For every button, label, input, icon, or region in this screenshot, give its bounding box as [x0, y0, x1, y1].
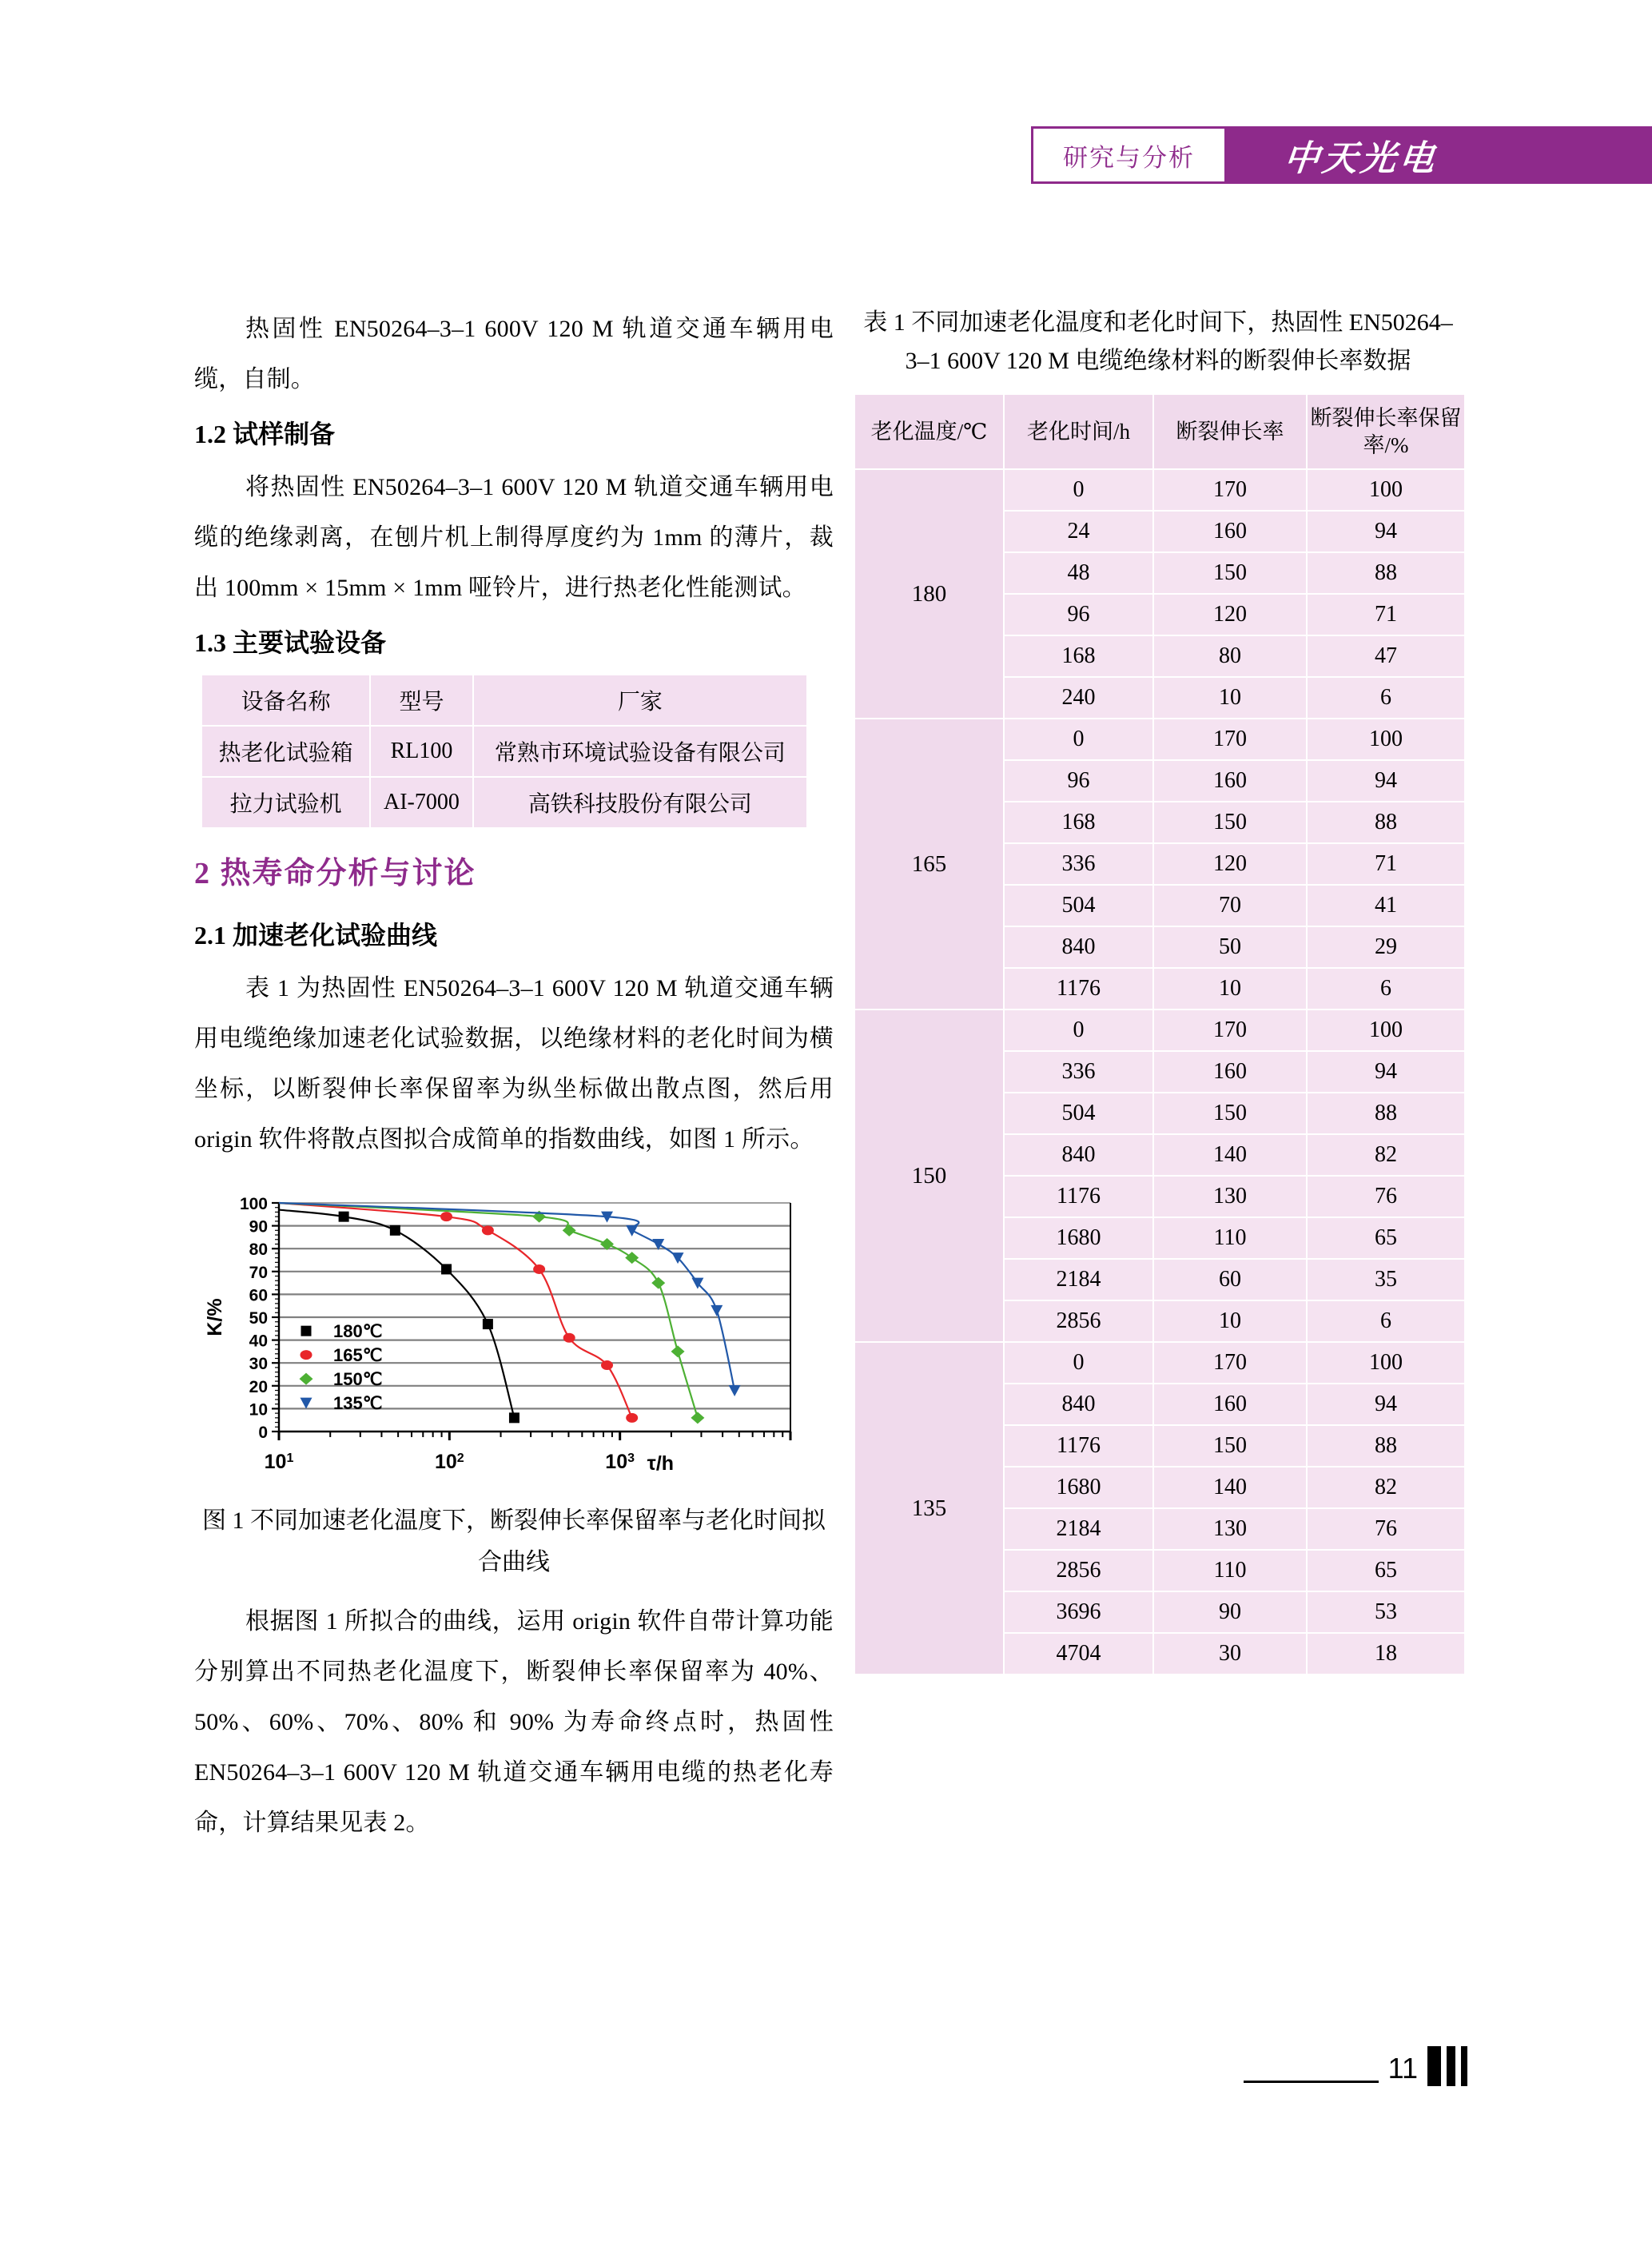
- cell-elongation: 80: [1154, 636, 1306, 676]
- table-row: [855, 1010, 1464, 1050]
- cell-elongation: 130: [1154, 1177, 1306, 1217]
- cell-elongation: 160: [1154, 761, 1306, 801]
- cell-elongation: 150: [1154, 553, 1306, 593]
- cell-aging-time: 96: [1005, 761, 1152, 801]
- footer-bar-1: [1427, 2046, 1441, 2086]
- table-row: [855, 719, 1464, 759]
- cell-elongation: 90: [1154, 1592, 1306, 1632]
- svg-text:30: 30: [249, 1355, 268, 1374]
- cell-aging-time: 1176: [1005, 969, 1152, 1009]
- cell-aging-time: 2856: [1005, 1301, 1152, 1341]
- col-header-elongation: 断裂伸长率: [1154, 395, 1306, 468]
- cell-aging-time: 0: [1005, 1343, 1152, 1383]
- svg-text:101: $10^1$: [264, 1451, 294, 1473]
- figure-1-caption: 图 1 不同加速老化温度下，断裂伸长率保留率与老化时间拟合曲线: [202, 1507, 826, 1575]
- table-row: [202, 727, 806, 776]
- heading-section-2: 2 热寿命分析与讨论: [194, 857, 476, 890]
- svg-text:70: 70: [249, 1263, 268, 1282]
- cell-retention: 71: [1308, 595, 1464, 635]
- cell-retention: 65: [1308, 1551, 1464, 1591]
- svg-text:40: 40: [249, 1332, 268, 1351]
- footer-bars-decoration: [1427, 2046, 1467, 2086]
- col-header-temperature: 老化温度/℃: [855, 395, 1003, 468]
- svg-text:τ/h: τ/h: [647, 1452, 675, 1475]
- cell-aging-time: 840: [1005, 1384, 1152, 1424]
- svg-text:K/%: K/%: [204, 1298, 226, 1336]
- svg-text:103: $10^3$: [605, 1451, 635, 1473]
- equipment-header-name: 设备名称: [202, 675, 369, 725]
- header-brand-logo: 中天光电: [1281, 139, 1440, 178]
- cell-aging-time: 2184: [1005, 1260, 1152, 1300]
- cell-retention: 35: [1308, 1260, 1464, 1300]
- cell-aging-time: 96: [1005, 595, 1152, 635]
- paragraph-lifetime-calc: 根据图 1 所拟合的曲线，运用 origin 软件自带计算功能分别算出不同热老化温度下，断裂伸长率保留率为 40%、50%、60%、70%、80% 和 90% 为寿命终点时，热固性 EN50264–3–1 600V 120 M 轨道交通车辆用电缆的热老化寿命，计算结果见表 2。: [194, 1608, 834, 1836]
- cell-aging-time: 1680: [1005, 1467, 1152, 1507]
- footer-bar-3: [1461, 2046, 1467, 2086]
- cell-retention: 94: [1308, 1384, 1464, 1424]
- cell-aging-temperature: 150: [855, 1010, 1003, 1341]
- cell-elongation: 170: [1154, 719, 1306, 759]
- svg-text:150℃: 150℃: [333, 1369, 383, 1390]
- cell-elongation: 70: [1154, 886, 1306, 926]
- cell-elongation: 150: [1154, 802, 1306, 842]
- header-brand-bar: [1227, 126, 1652, 184]
- cell-retention: 76: [1308, 1177, 1464, 1217]
- equipment-cell-manufacturer: 高铁科技股份有限公司: [474, 778, 806, 827]
- cell-aging-time: 840: [1005, 1135, 1152, 1175]
- cell-aging-time: 840: [1005, 927, 1152, 967]
- paragraph-sample-prep: 将热固性 EN50264–3–1 600V 120 M 轨道交通车辆用电缆的绝缘剥离，在刨片机上制得厚度约为 1mm 的薄片，裁出 100mm × 15mm × 1mm 哑铃片，进行热老化性能测试。: [194, 474, 834, 601]
- cell-aging-time: 1176: [1005, 1426, 1152, 1466]
- equipment-header-manufacturer: 厂家: [474, 675, 806, 725]
- cell-elongation: 160: [1154, 1384, 1306, 1424]
- cell-elongation: 30: [1154, 1634, 1306, 1674]
- cell-aging-time: 3696: [1005, 1592, 1152, 1632]
- cell-elongation: 110: [1154, 1551, 1306, 1591]
- cell-elongation: 10: [1154, 1301, 1306, 1341]
- cell-retention: 6: [1308, 1301, 1464, 1341]
- cell-retention: 53: [1308, 1592, 1464, 1632]
- aging-data-table: [854, 393, 1466, 1675]
- cell-retention: 6: [1308, 969, 1464, 1009]
- cell-aging-temperature: 180: [855, 470, 1003, 718]
- cell-elongation: 170: [1154, 470, 1306, 510]
- col-header-time: 老化时间/h: [1005, 395, 1152, 468]
- page-number: 11: [1387, 2052, 1418, 2085]
- cell-elongation: 140: [1154, 1135, 1306, 1175]
- cell-aging-temperature: 165: [855, 719, 1003, 1009]
- cell-elongation: 120: [1154, 595, 1306, 635]
- cell-aging-time: 0: [1005, 470, 1152, 510]
- equipment-cell-model: RL100: [371, 727, 472, 776]
- cell-aging-time: 1680: [1005, 1218, 1152, 1258]
- svg-text:165℃: 165℃: [333, 1345, 383, 1366]
- svg-text:60: 60: [249, 1286, 268, 1305]
- cell-aging-time: 1176: [1005, 1177, 1152, 1217]
- page-footer: [1244, 2046, 1467, 2086]
- cell-aging-time: 0: [1005, 719, 1152, 759]
- table-1-caption: 表 1 不同加速老化温度和老化时间下，热固性 EN50264–3–1 600V 120 M 电缆绝缘材料的断裂伸长率数据: [863, 309, 1453, 374]
- cell-retention: 41: [1308, 886, 1464, 926]
- equipment-cell-name: 拉力试验机: [202, 778, 369, 827]
- cell-retention: 82: [1308, 1135, 1464, 1175]
- heading-2-1: 2.1 加速老化试验曲线: [194, 921, 438, 950]
- cell-retention: 47: [1308, 636, 1464, 676]
- cell-retention: 82: [1308, 1467, 1464, 1507]
- table-row: [855, 1343, 1464, 1383]
- cell-aging-time: 168: [1005, 802, 1152, 842]
- page-header-banner: [1031, 126, 1652, 184]
- cell-retention: 29: [1308, 927, 1464, 967]
- cell-elongation: 10: [1154, 969, 1306, 1009]
- heading-1-3: 1.3 主要试验设备: [194, 628, 387, 657]
- svg-text:90: 90: [249, 1217, 268, 1236]
- svg-text:80: 80: [249, 1240, 268, 1260]
- cell-elongation: 60: [1154, 1260, 1306, 1300]
- cell-elongation: 160: [1154, 512, 1306, 552]
- cell-elongation: 170: [1154, 1010, 1306, 1050]
- left-column: [194, 304, 834, 1850]
- equipment-table: [201, 674, 808, 829]
- svg-text:102: $10^2$: [434, 1451, 464, 1473]
- aging-curves-chart: [202, 1182, 810, 1486]
- right-column: [854, 304, 1463, 1675]
- equipment-cell-name: 热老化试验箱: [202, 727, 369, 776]
- svg-text:180℃: 180℃: [333, 1321, 383, 1342]
- cell-elongation: 50: [1154, 927, 1306, 967]
- cell-aging-time: 240: [1005, 678, 1152, 718]
- cell-elongation: 150: [1154, 1426, 1306, 1466]
- svg-text:135℃: 135℃: [333, 1393, 383, 1414]
- paragraph-intro: 热固性 EN50264–3–1 600V 120 M 轨道交通车辆用电缆，自制。: [194, 316, 834, 392]
- table-row: [855, 470, 1464, 510]
- cell-retention: 94: [1308, 512, 1464, 552]
- table-row: [202, 778, 806, 827]
- equipment-header-model: 型号: [371, 675, 472, 725]
- equipment-cell-model: AI-7000: [371, 778, 472, 827]
- cell-elongation: 130: [1154, 1509, 1306, 1549]
- header-section-tag: 研究与分析: [1031, 126, 1227, 184]
- cell-retention: 94: [1308, 761, 1464, 801]
- table-header-row: [855, 395, 1464, 468]
- cell-retention: 71: [1308, 844, 1464, 884]
- equipment-cell-manufacturer: 常熟市环境试验设备有限公司: [474, 727, 806, 776]
- heading-1-2: 1.2 试样制备: [194, 420, 336, 448]
- figure-1: [202, 1182, 810, 1486]
- cell-aging-time: 48: [1005, 553, 1152, 593]
- cell-retention: 88: [1308, 553, 1464, 593]
- cell-retention: 100: [1308, 470, 1464, 510]
- svg-text:100: 100: [239, 1195, 268, 1213]
- cell-retention: 18: [1308, 1634, 1464, 1674]
- cell-aging-time: 4704: [1005, 1634, 1152, 1674]
- cell-retention: 100: [1308, 719, 1464, 759]
- aging-data-table-body: [855, 470, 1464, 1674]
- cell-aging-time: 504: [1005, 1093, 1152, 1133]
- cell-aging-time: 168: [1005, 636, 1152, 676]
- cell-retention: 100: [1308, 1010, 1464, 1050]
- cell-aging-time: 336: [1005, 1052, 1152, 1092]
- cell-retention: 94: [1308, 1052, 1464, 1092]
- paragraph-aging-curve: 表 1 为热固性 EN50264–3–1 600V 120 M 轨道交通车辆用电缆绝缘加速老化试验数据，以绝缘材料的老化时间为横坐标，以断裂伸长率保留率为纵坐标做出散点图，然后用 origin 软件将散点图拟合成简单的指数曲线，如图 1 所示。: [194, 975, 834, 1153]
- cell-retention: 88: [1308, 802, 1464, 842]
- cell-elongation: 110: [1154, 1218, 1306, 1258]
- cell-aging-time: 504: [1005, 886, 1152, 926]
- cell-retention: 88: [1308, 1093, 1464, 1133]
- svg-text:0: 0: [258, 1424, 268, 1442]
- col-header-retention: 断裂伸长率保留率/%: [1308, 395, 1464, 468]
- cell-aging-temperature: 135: [855, 1343, 1003, 1674]
- cell-elongation: 120: [1154, 844, 1306, 884]
- svg-text:20: 20: [249, 1377, 268, 1396]
- cell-retention: 65: [1308, 1218, 1464, 1258]
- table-row: [202, 675, 806, 725]
- cell-retention: 100: [1308, 1343, 1464, 1383]
- cell-aging-time: 0: [1005, 1010, 1152, 1050]
- cell-aging-time: 336: [1005, 844, 1152, 884]
- cell-retention: 76: [1308, 1509, 1464, 1549]
- footer-rule: [1244, 2080, 1379, 2083]
- cell-elongation: 150: [1154, 1093, 1306, 1133]
- cell-retention: 88: [1308, 1426, 1464, 1466]
- svg-text:10: 10: [249, 1400, 268, 1420]
- cell-elongation: 10: [1154, 678, 1306, 718]
- svg-text:50: 50: [249, 1309, 268, 1328]
- cell-aging-time: 2184: [1005, 1509, 1152, 1549]
- footer-bar-2: [1447, 2046, 1455, 2086]
- cell-aging-time: 2856: [1005, 1551, 1152, 1591]
- cell-elongation: 170: [1154, 1343, 1306, 1383]
- cell-elongation: 160: [1154, 1052, 1306, 1092]
- cell-elongation: 140: [1154, 1467, 1306, 1507]
- cell-aging-time: 24: [1005, 512, 1152, 552]
- cell-retention: 6: [1308, 678, 1464, 718]
